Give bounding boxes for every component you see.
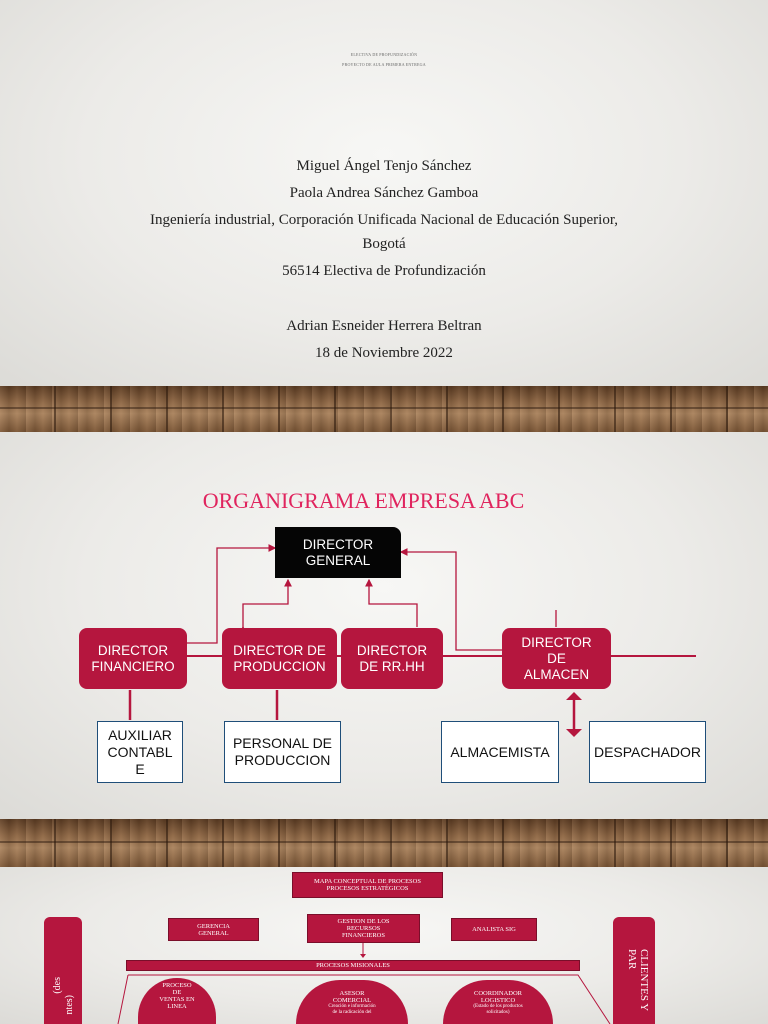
author-2: Paola Andrea Sánchez Gamboa — [289, 185, 479, 201]
asesor-label-2: COMERCIAL — [332, 997, 372, 1004]
coordinador-label-2: LOGISTICO — [480, 997, 516, 1004]
procesos-misionales-bar — [126, 960, 580, 971]
personal-produccion-label-1: PERSONAL DE — [232, 735, 333, 751]
organigram-title: ORGANIGRAMA EMPRESA ABC — [202, 488, 525, 513]
auxiliar-contable-label-2: CONTABL — [107, 743, 173, 760]
director-produccion-label-2: PRODUCCION — [233, 658, 326, 674]
director-produccion-label-1: DIRECTOR DE — [233, 642, 326, 658]
coordinador-desc-1: (Estado de los productos — [473, 1004, 523, 1009]
project-label: PROYECTO DE AULA PRIMERA ENTREGA — [342, 62, 426, 67]
left-vertical-bar — [44, 917, 82, 1024]
gestion-label-3: FINANCIEROS — [342, 932, 385, 939]
course-name: 56514 Electiva de Profundización — [282, 263, 486, 279]
director-almacen-label-2: DE — [547, 650, 566, 666]
institution-line-2: Bogotá — [362, 236, 406, 252]
director-general-label-2: GENERAL — [305, 552, 371, 568]
teacher-name: Adrian Esneider Herrera Beltran — [286, 318, 482, 334]
auxiliar-contable-label-1: AUXILIAR — [108, 726, 172, 743]
director-almacen-label-3: ALMACEN — [523, 666, 590, 682]
gerencia-label-1: GERENCIA — [197, 922, 230, 930]
almacemista-label: ALMACEMISTA — [450, 743, 550, 760]
gestion-recursos-box — [307, 914, 420, 943]
personal-produccion-label-2: PRODUCCION — [234, 752, 331, 768]
director-rrhh-label-1: DIRECTOR — [356, 642, 428, 658]
director-financiero-label-1: DIRECTOR — [97, 642, 169, 658]
right-vertical-bar — [613, 917, 655, 1024]
auxiliar-contable-label-3: E — [135, 760, 145, 777]
left-vertical-label-2: ntes) — [64, 995, 75, 1015]
asesor-desc-1: Creación e información — [328, 1004, 376, 1009]
analista-sig-box — [451, 918, 537, 941]
coordinador-label-1: COORDINADOR — [473, 990, 523, 997]
gerencia-general-box — [168, 918, 259, 941]
director-financiero-label-2: FINANCIERO — [91, 658, 175, 674]
gestion-label-1: GESTION DE LOS — [337, 918, 390, 925]
author-1: Miguel Ángel Tenjo Sánchez — [296, 158, 472, 174]
gestion-label-2: RECURSOS — [346, 925, 381, 932]
process-map-header-1: MAPA CONCEPTUAL DE PROCESOS — [314, 878, 421, 885]
left-vertical-label-1: (des — [52, 977, 63, 994]
presentation-date: 18 de Noviembre 2022 — [315, 345, 453, 361]
ventas-label-2: DE — [172, 989, 182, 996]
process-map-header — [292, 872, 443, 898]
institution-line-1: Ingeniería industrial, Corporación Unificada Nacional de Educación Superior, — [150, 212, 618, 228]
right-vertical-label: CLIENTES Y PAR — [626, 949, 650, 1011]
subject-label: ELECTIVA DE PROFUNDIZACIÓN — [350, 52, 418, 57]
ventas-label-4: LINEA — [167, 1003, 187, 1010]
despachador-label: DESPACHADOR — [593, 743, 702, 760]
asesor-desc-2: de la radicación del — [332, 1010, 372, 1015]
director-rrhh-label-2: DE RR.HH — [359, 658, 425, 674]
misionales-label: PROCESOS MISIONALES — [316, 962, 390, 969]
analista-label: ANALISTA SIG — [472, 926, 516, 933]
asesor-label-1: ASESOR — [339, 990, 365, 997]
process-map-header-2: PROCESOS ESTRATÉGICOS — [326, 885, 409, 892]
ventas-label-3: VENTAS EN — [159, 996, 195, 1003]
director-general-label-1: DIRECTOR — [302, 536, 374, 552]
ventas-label-1: PROCESO — [162, 982, 192, 989]
gerencia-label-2: GENERAL — [198, 929, 229, 937]
director-almacen-label-1: DIRECTOR — [521, 634, 592, 650]
coordinador-desc-2: solicitados) — [486, 1010, 510, 1015]
